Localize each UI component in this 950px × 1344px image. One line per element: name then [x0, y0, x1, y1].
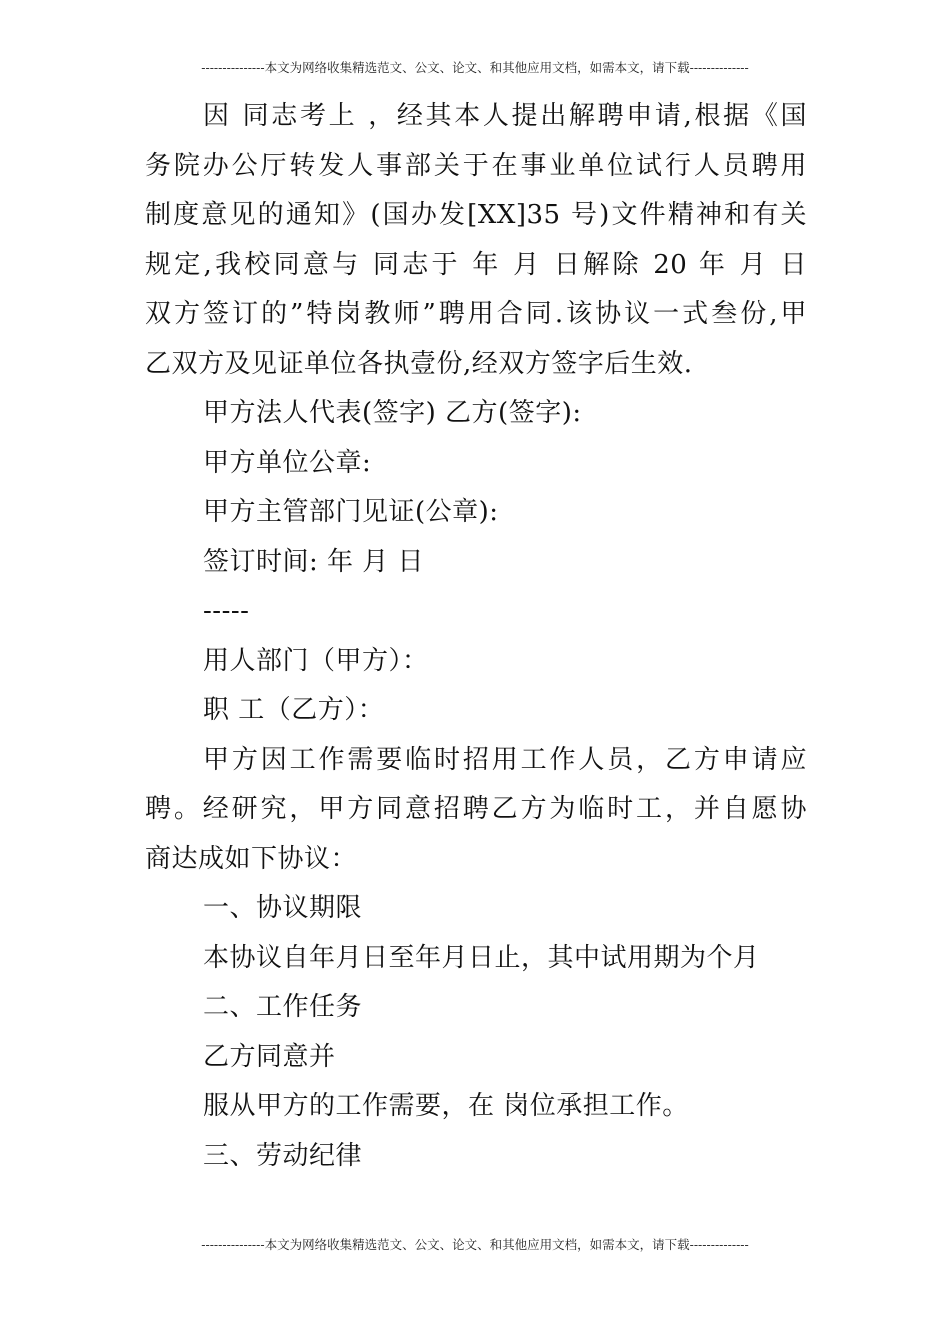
section-heading: 二、工作任务: [203, 992, 363, 1022]
paragraph-line: 甲方因工作需要临时招用工作人员，乙方申请应: [203, 744, 807, 775]
paragraph-line: 制度意见的通知》(国办发[XX]35 号)文件精神和有关: [145, 200, 807, 230]
signature-line-unit-seal: 甲方单位公章:: [203, 447, 372, 478]
footer-note: ---------------本文为网络收集精选范文、公文、论文、和其他应用文档，如需本文，请下载--------------: [201, 1237, 749, 1252]
paragraph-line: 务院办公厅转发人事部关于在事业单位试行人员聘用: [145, 150, 807, 181]
section-divider: -----: [203, 596, 250, 626]
signature-line-witness-seal: 甲方主管部门见证(公章):: [203, 497, 499, 527]
paragraph-line: 商达成如下协议：: [145, 843, 358, 874]
signing-date-line: 签订时间: 年 月 日: [203, 546, 425, 577]
paragraph-line: 聘。经研究，甲方同意招聘乙方为临时工，并自愿协: [145, 794, 807, 824]
paragraph-line: 因 同志考上 ，经其本人提出解聘申请,根据《国: [203, 101, 807, 131]
header-note: ---------------本文为网络收集精选范文、公文、论文、和其他应用文档，如需本文，请下载--------------: [201, 60, 749, 75]
paragraph-line: 本协议自年月日至年月日止，其中试用期为个月: [203, 942, 760, 973]
paragraph-line: 乙方同意并: [203, 1041, 336, 1072]
signature-line-party-a-rep: 甲方法人代表(签字) 乙方(签字):: [203, 398, 582, 428]
section-heading: 三、劳动纪律: [203, 1140, 363, 1171]
section-heading: 一、协议期限: [203, 893, 363, 923]
employer-line: 用人部门（甲方）：: [203, 645, 429, 676]
paragraph-line: 规定,我校同意与 同志于 年 月 日解除 20 年 月 日: [145, 249, 807, 280]
paragraph-line: 双方签订的”特岗教师”聘用合同.该协议一式叁份,甲: [145, 299, 807, 329]
document-body: [145, 92, 807, 1181]
paragraph-line: 乙双方及见证单位各执壹份,经双方签字后生效.: [145, 348, 693, 379]
paragraph-line: 服从甲方的工作需要，在 岗位承担工作。: [203, 1091, 689, 1121]
employee-line: 职 工（乙方）：: [203, 695, 385, 725]
